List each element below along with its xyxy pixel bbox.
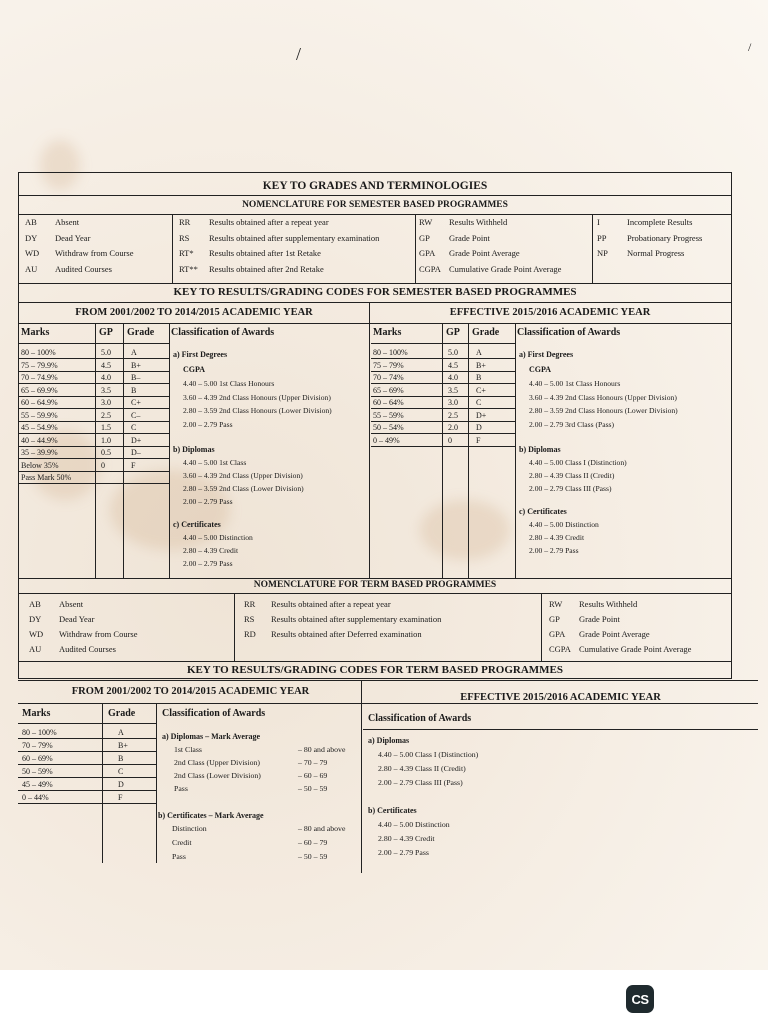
award-line: 1st Class bbox=[174, 745, 202, 754]
divider bbox=[18, 764, 156, 765]
nomenclature-code: RT* bbox=[179, 248, 194, 258]
grade-cell: B bbox=[131, 385, 137, 395]
divider bbox=[19, 483, 169, 484]
nomenclature-code: AU bbox=[25, 263, 38, 274]
column-header: Marks bbox=[21, 327, 50, 338]
nomenclature-meaning: Withdraw from Course bbox=[59, 629, 138, 639]
nomenclature-meaning: Absent bbox=[55, 217, 80, 227]
nomenclature-code: CGPA bbox=[419, 263, 441, 274]
marks-cell: 45 – 54.9% bbox=[21, 423, 58, 432]
nomenclature-code: AU bbox=[29, 644, 42, 654]
award-line: 2.00 – 2.79 Pass bbox=[529, 546, 579, 555]
column-header: Classification of Awards bbox=[368, 713, 472, 724]
term-grading-document bbox=[18, 663, 758, 873]
marks-cell: Pass Mark 50% bbox=[21, 473, 72, 482]
divider bbox=[541, 593, 542, 661]
sem-new-period: EFFECTIVE 2015/2016 ACADEMIC YEAR bbox=[449, 307, 651, 318]
nomenclature-meaning: Grade Point bbox=[449, 232, 490, 243]
nomenclature-meaning: Audited Courses bbox=[55, 263, 112, 274]
marks-cell: 75 – 79% bbox=[373, 360, 404, 370]
nomenclature-code: RS bbox=[179, 232, 190, 243]
divider bbox=[19, 343, 169, 344]
award-line: 4.40 – 5.00 Class I (Distinction) bbox=[378, 750, 479, 759]
marks-cell: 75 – 79.9% bbox=[21, 360, 58, 370]
column-header: Classification of Awards bbox=[171, 327, 275, 338]
award-line: 4.40 – 5.00 1st Class Honours bbox=[529, 379, 621, 388]
divider bbox=[18, 751, 156, 752]
marks-cell: 70 – 74% bbox=[373, 373, 404, 382]
award-line: 2.80 – 4.39 Credit bbox=[183, 546, 239, 555]
nom-sem-title: NOMENCLATURE FOR SEMESTER BASED PROGRAMMES bbox=[242, 200, 508, 210]
award-line: Distinction bbox=[172, 824, 207, 833]
gp-cell: 0 bbox=[101, 460, 105, 470]
grading-term-title: KEY TO RESULTS/GRADING CODES FOR TERM BASED PROGRAMMES bbox=[186, 664, 563, 676]
award-line: 2.00 – 2.79 Pass bbox=[378, 848, 429, 857]
marks-cell: 60 – 64.9% bbox=[21, 398, 58, 407]
award-value: – 60 – 79 bbox=[298, 838, 328, 847]
nomenclature-meaning: Results obtained after Deferred examination bbox=[271, 629, 422, 639]
gp-cell: 3.5 bbox=[448, 385, 458, 395]
award-value: – 60 – 69 bbox=[298, 771, 328, 780]
awards-section-title: a) Diplomas bbox=[368, 736, 410, 745]
nomenclature-code: DY bbox=[29, 614, 42, 624]
nomenclature-code: RR bbox=[179, 217, 191, 227]
awards-section-title: c) Certificates bbox=[519, 507, 567, 516]
nomenclature-code: RD bbox=[244, 629, 256, 639]
grade-cell: B bbox=[476, 373, 482, 382]
grade-cell: B+ bbox=[476, 360, 486, 370]
marks-cell: 70 – 74.9% bbox=[21, 373, 58, 382]
grading-key-document bbox=[18, 172, 732, 679]
marks-cell: 50 – 54% bbox=[373, 423, 404, 432]
column-header: Marks bbox=[22, 708, 51, 719]
divider bbox=[363, 729, 758, 730]
grade-cell: B+ bbox=[118, 741, 128, 750]
nomenclature-meaning: Results obtained after a repeat year bbox=[271, 599, 391, 609]
award-line: 2.00 – 2.79 Pass bbox=[183, 559, 233, 568]
marks-cell: 60 – 69% bbox=[22, 754, 53, 763]
award-line: 2nd Class (Lower Division) bbox=[174, 771, 261, 780]
award-line: 2.80 – 4.39 Class II (Credit) bbox=[529, 471, 615, 480]
column-header: Classification of Awards bbox=[517, 327, 621, 338]
marks-cell: 55 – 59.9% bbox=[21, 410, 58, 420]
award-line: 2.80 – 3.59 2nd Class Honours (Lower Division) bbox=[529, 406, 678, 415]
nomenclature-meaning: Absent bbox=[59, 599, 84, 609]
nomenclature-code: GPA bbox=[549, 629, 566, 639]
column-header: Grade bbox=[472, 327, 500, 338]
column-header: Classification of Awards bbox=[162, 708, 266, 719]
grading-sem-title: KEY TO RESULTS/GRADING CODES FOR SEMESTER BASED PROGRAMMES bbox=[173, 286, 577, 298]
nomenclature-code: RR bbox=[244, 599, 256, 609]
nomenclature-meaning: Results obtained after 1st Retake bbox=[209, 248, 321, 258]
gp-cell: 3.5 bbox=[101, 385, 111, 395]
awards-section-title: a) First Degrees bbox=[519, 350, 574, 359]
pen-mark: / bbox=[296, 44, 302, 64]
marks-cell: 0 – 44% bbox=[22, 793, 49, 802]
award-line: 2nd Class (Upper Division) bbox=[174, 758, 260, 767]
nom-term-title: NOMENCLATURE FOR TERM BASED PROGRAMMES bbox=[253, 580, 497, 590]
award-line: 4.40 – 5.00 1st Class Honours bbox=[183, 379, 275, 388]
nomenclature-meaning: Results obtained after supplementary examination bbox=[209, 232, 380, 243]
divider bbox=[592, 214, 593, 283]
grade-cell: F bbox=[476, 435, 481, 445]
award-value: – 80 and above bbox=[298, 824, 346, 833]
award-line: 2.80 – 3.59 2nd Class (Lower Division) bbox=[183, 484, 304, 493]
gp-cell: 3.0 bbox=[448, 398, 458, 407]
nomenclature-meaning: Dead Year bbox=[59, 614, 95, 624]
award-line: 3.60 – 4.39 2nd Class (Upper Division) bbox=[183, 471, 303, 480]
column-header: GP bbox=[446, 327, 460, 338]
grade-cell: C– bbox=[131, 410, 141, 420]
nomenclature-code: I bbox=[597, 217, 600, 227]
nomenclature-meaning: Dead Year bbox=[55, 232, 91, 243]
divider bbox=[102, 703, 103, 863]
nomenclature-code: PP bbox=[597, 232, 607, 243]
nomenclature-code: WD bbox=[29, 629, 44, 639]
marks-cell: 80 – 100% bbox=[22, 728, 57, 737]
award-line: 2.80 – 4.39 Class II (Credit) bbox=[378, 764, 466, 773]
award-line: 2.00 – 2.79 Pass bbox=[183, 419, 233, 429]
nomenclature-meaning: Probationary Progress bbox=[627, 232, 703, 243]
awards-section-title: c) Certificates bbox=[173, 520, 221, 529]
grade-cell: C bbox=[118, 767, 124, 776]
nomenclature-meaning: Results obtained after 2nd Retake bbox=[209, 263, 324, 274]
key-title: KEY TO GRADES AND TERMINOLOGIES bbox=[262, 180, 488, 192]
grade-cell: C bbox=[131, 423, 137, 432]
awards-section-title: a) First Degrees bbox=[173, 350, 228, 359]
nomenclature-meaning: Cumulative Grade Point Average bbox=[579, 644, 692, 654]
award-line: 4.40 – 5.00 Distinction bbox=[529, 520, 599, 529]
award-line: 4.40 – 5.00 Distinction bbox=[183, 533, 253, 542]
marks-cell: 50 – 59% bbox=[22, 767, 53, 776]
nomenclature-code: RS bbox=[244, 614, 255, 624]
divider bbox=[369, 302, 370, 578]
nomenclature-meaning: Grade Point Average bbox=[449, 248, 520, 258]
awards-section-title: b) Diplomas bbox=[173, 445, 215, 454]
award-line: 2.80 – 4.39 Credit bbox=[378, 834, 435, 843]
award-line: 3.60 – 4.39 2nd Class Honours (Upper Division) bbox=[529, 392, 677, 402]
gp-cell: 4.0 bbox=[448, 373, 458, 382]
divider bbox=[123, 323, 124, 578]
divider bbox=[371, 343, 515, 344]
award-line: 4.40 – 5.00 1st Class bbox=[183, 458, 247, 467]
nomenclature-meaning: Normal Progress bbox=[627, 248, 685, 258]
nomenclature-code: RT** bbox=[179, 263, 198, 274]
marks-cell: 65 – 69% bbox=[373, 385, 404, 395]
grade-cell: C+ bbox=[131, 398, 141, 407]
awards-section-title: b) Diplomas bbox=[519, 445, 561, 454]
nomenclature-meaning: Grade Point Average bbox=[579, 629, 650, 639]
nomenclature-meaning: Results obtained after supplementary examination bbox=[271, 614, 442, 624]
marks-cell: 60 – 64% bbox=[373, 398, 404, 407]
column-header: Grade bbox=[127, 327, 155, 338]
divider bbox=[371, 446, 515, 447]
grade-cell: B– bbox=[131, 373, 141, 382]
nomenclature-code: CGPA bbox=[549, 644, 571, 654]
grade-cell: A bbox=[131, 348, 137, 357]
divider bbox=[18, 738, 156, 739]
marks-cell: 35 – 39.9% bbox=[21, 448, 58, 457]
grade-cell: D bbox=[118, 780, 124, 789]
grade-cell: D+ bbox=[476, 410, 487, 420]
grade-cell: D– bbox=[131, 448, 141, 457]
nomenclature-meaning: Results obtained after a repeat year bbox=[209, 217, 329, 227]
column-header: Grade bbox=[108, 708, 136, 719]
grade-cell: C bbox=[476, 398, 482, 407]
nomenclature-code: GP bbox=[549, 614, 560, 624]
nomenclature-code: RW bbox=[419, 217, 433, 227]
marks-cell: 45 – 49% bbox=[22, 780, 53, 789]
nomenclature-code: DY bbox=[25, 232, 38, 243]
cgpa-label: CGPA bbox=[529, 365, 552, 374]
award-value: – 50 – 59 bbox=[298, 784, 328, 793]
award-line: Pass bbox=[172, 852, 186, 861]
grade-cell: F bbox=[118, 793, 123, 802]
nomenclature-meaning: Audited Courses bbox=[59, 644, 116, 654]
award-line: 2.00 – 2.79 Pass bbox=[183, 497, 233, 506]
award-line: 2.00 – 2.79 Class III (Pass) bbox=[378, 778, 463, 787]
gp-cell: 0 bbox=[448, 435, 452, 445]
nomenclature-code: AB bbox=[29, 599, 41, 609]
grade-cell: B bbox=[118, 754, 124, 763]
grade-cell: D bbox=[476, 423, 482, 432]
marks-cell: 70 – 79% bbox=[22, 741, 53, 750]
gp-cell: 4.5 bbox=[101, 360, 111, 370]
nomenclature-meaning: Grade Point bbox=[579, 614, 620, 624]
divider bbox=[172, 214, 173, 283]
award-line: 2.00 – 2.79 Class III (Pass) bbox=[529, 484, 612, 493]
grade-cell: D+ bbox=[131, 435, 142, 445]
marks-cell: 65 – 69.9% bbox=[21, 385, 58, 395]
nomenclature-code: RW bbox=[549, 599, 563, 609]
pen-mark: / bbox=[748, 40, 752, 54]
awards-section-title: a) Diplomas – Mark Average bbox=[162, 732, 261, 741]
marks-cell: 0 – 49% bbox=[373, 435, 400, 445]
nomenclature-code: WD bbox=[25, 248, 40, 258]
award-line: Credit bbox=[172, 838, 192, 847]
nomenclature-meaning: Results Withheld bbox=[579, 599, 638, 609]
gp-cell: 2.5 bbox=[448, 410, 458, 420]
divider bbox=[95, 323, 96, 578]
grade-cell: A bbox=[118, 728, 124, 737]
grade-cell: B+ bbox=[131, 360, 141, 370]
divider bbox=[18, 790, 156, 791]
marks-cell: 40 – 44.9% bbox=[21, 435, 58, 445]
gp-cell: 2.5 bbox=[101, 410, 111, 420]
award-line: 4.40 – 5.00 Distinction bbox=[378, 820, 450, 829]
awards-section-title: b) Certificates bbox=[368, 806, 417, 815]
divider bbox=[18, 803, 156, 804]
divider bbox=[234, 593, 235, 661]
nomenclature-meaning: Withdraw from Course bbox=[55, 248, 134, 258]
award-line: 4.40 – 5.00 Class I (Distinction) bbox=[529, 458, 627, 467]
grade-cell: C+ bbox=[476, 385, 486, 395]
award-line: Pass bbox=[174, 784, 188, 793]
divider bbox=[415, 214, 416, 283]
gp-cell: 3.0 bbox=[101, 398, 111, 407]
gp-cell: 5.0 bbox=[101, 348, 111, 357]
term-old-period: FROM 2001/2002 TO 2014/2015 ACADEMIC YEAR bbox=[71, 686, 310, 697]
gp-cell: 5.0 bbox=[448, 348, 458, 357]
award-value: – 70 – 79 bbox=[298, 758, 328, 767]
nomenclature-meaning: Cumulative Grade Point Average bbox=[449, 263, 562, 274]
award-line: 2.00 – 2.79 3rd Class (Pass) bbox=[529, 419, 615, 429]
divider bbox=[361, 680, 362, 873]
award-value: – 50 – 59 bbox=[298, 852, 328, 861]
award-value: – 80 and above bbox=[298, 745, 346, 754]
grade-cell: F bbox=[131, 460, 136, 470]
gp-cell: 1.5 bbox=[101, 423, 111, 432]
marks-cell: 80 – 100% bbox=[21, 348, 56, 357]
column-header: Marks bbox=[373, 327, 402, 338]
term-new-period: EFFECTIVE 2015/2016 ACADEMIC YEAR bbox=[460, 692, 661, 703]
gp-cell: 0.5 bbox=[101, 448, 111, 457]
award-line: 2.80 – 4.39 Credit bbox=[529, 533, 585, 542]
nomenclature-code: GPA bbox=[419, 248, 436, 258]
gp-cell: 4.5 bbox=[448, 360, 458, 370]
column-header: GP bbox=[99, 327, 113, 338]
camscanner-logo: CS bbox=[626, 985, 654, 1013]
sem-old-period: FROM 2001/2002 TO 2014/2015 ACADEMIC YEAR bbox=[75, 307, 313, 318]
divider bbox=[468, 323, 469, 578]
divider bbox=[515, 323, 516, 578]
gp-cell: 2.0 bbox=[448, 423, 458, 432]
gp-cell: 4.0 bbox=[101, 373, 111, 382]
grade-cell: A bbox=[476, 348, 482, 357]
divider bbox=[156, 703, 157, 863]
marks-cell: 55 – 59% bbox=[373, 410, 404, 420]
marks-cell: Below 35% bbox=[21, 460, 59, 470]
awards-section-title: b) Certificates – Mark Average bbox=[158, 811, 264, 820]
nomenclature-code: GP bbox=[419, 232, 430, 243]
nomenclature-code: AB bbox=[25, 217, 37, 227]
divider bbox=[18, 777, 156, 778]
divider bbox=[169, 323, 170, 578]
award-line: 2.80 – 3.59 2nd Class Honours (Lower Division) bbox=[183, 406, 332, 415]
divider bbox=[442, 323, 443, 578]
nomenclature-meaning: Incomplete Results bbox=[627, 217, 693, 227]
cgpa-label: CGPA bbox=[183, 365, 206, 374]
nomenclature-code: NP bbox=[597, 248, 608, 258]
award-line: 3.60 – 4.39 2nd Class Honours (Upper Division) bbox=[183, 392, 331, 402]
gp-cell: 1.0 bbox=[101, 435, 111, 445]
marks-cell: 80 – 100% bbox=[373, 348, 408, 357]
divider bbox=[18, 723, 156, 724]
nomenclature-meaning: Results Withheld bbox=[449, 217, 508, 227]
